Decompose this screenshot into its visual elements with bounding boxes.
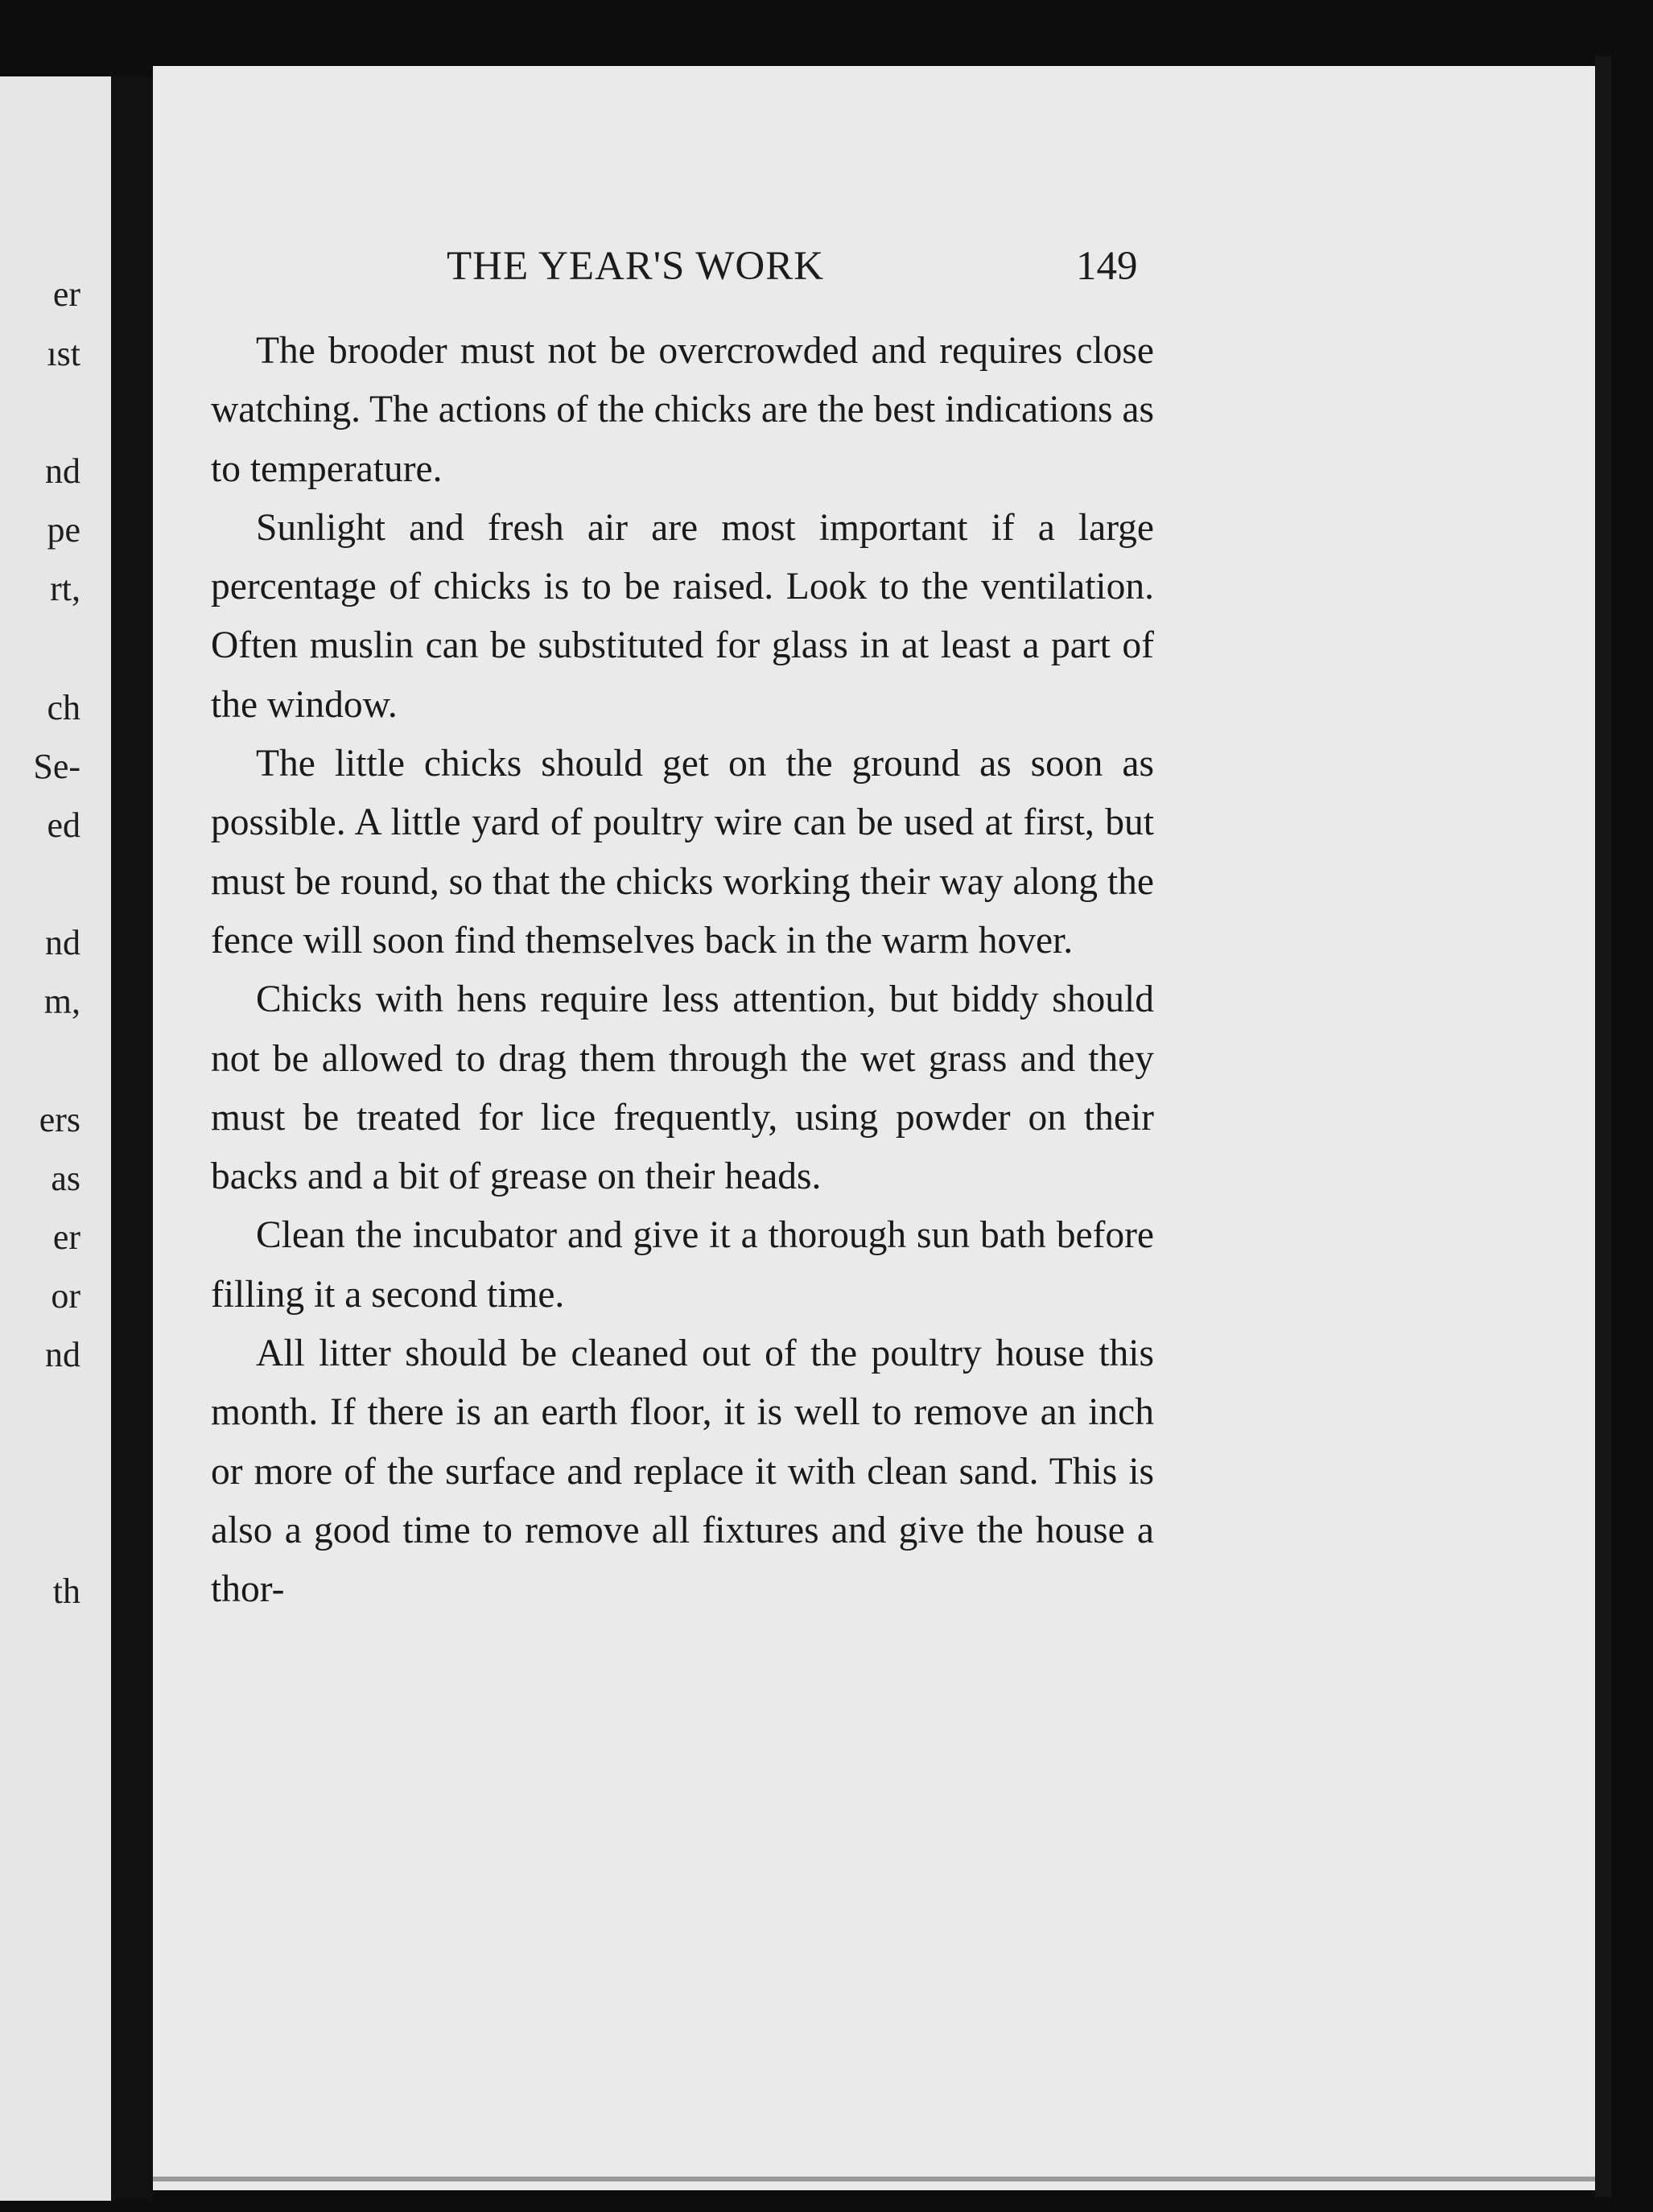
previous-page-fragment: or [51, 1276, 80, 1316]
page-bottom-edge [153, 2177, 1595, 2181]
paragraph: All litter should be cleaned out of the poultry house this month. If there is an earth floor, it is well to remove an inch or more of the surface and replace it with clean sand. This is also a good time to remove all fixtures and give the house a thor- [211, 1333, 1154, 1611]
previous-page-fragment: rt, [50, 569, 80, 608]
previous-page-fragment: er [52, 274, 80, 314]
previous-page-fragment: ers [39, 1100, 80, 1139]
running-title: THE YEAR'S WORK [447, 244, 825, 289]
previous-page-fragment: ıst [47, 334, 80, 373]
previous-page-fragment: Se- [33, 747, 80, 786]
previous-page-fragment: as [51, 1159, 80, 1198]
previous-page-fragment: ed [47, 805, 80, 845]
paragraph: Chicks with hens require less attention, but biddy should not be allowed to drag them through the wet grass and they must be treated for lice frequently, using powder on their backs and a bit of grease on their heads. [211, 978, 1154, 1198]
paragraph: Clean the incubator and give it a thorough sun bath before filling it a second time. [211, 1214, 1154, 1316]
previous-page-fragment: ch [47, 688, 80, 727]
book-gutter [111, 76, 153, 2201]
running-head [447, 235, 1251, 299]
previous-page-fragment: nd [45, 451, 80, 491]
paragraph: The little chicks should get on the ground as soon as possible. A little yard of poultry wire can be used at first, but must be round, so that the chicks working their way along the fence will soon find themselves back in the warm hover. [211, 743, 1154, 962]
previous-page-fragment: er [52, 1217, 80, 1257]
previous-page-fragment: nd [45, 1335, 80, 1374]
page-number: 149 [1076, 244, 1138, 289]
body-text [211, 322, 1154, 1620]
previous-page-fragment: nd [45, 923, 80, 962]
previous-page-edge [0, 76, 111, 2201]
previous-page-fragment: pe [47, 510, 80, 550]
previous-page-fragment: th [52, 1571, 80, 1611]
previous-page-fragment: m, [43, 982, 80, 1021]
paragraph: The brooder must not be overcrowded and requires close watching. The actions of the chicks are the best indications as to temperature. [211, 330, 1154, 490]
paragraph: Sunlight and fresh air are most important if a large percentage of chicks is to be raised. Look to the ventilation. Often muslin can be substituted for glass in at least a part of the window. [211, 506, 1154, 726]
page-edge-shadow [1595, 56, 1611, 2197]
